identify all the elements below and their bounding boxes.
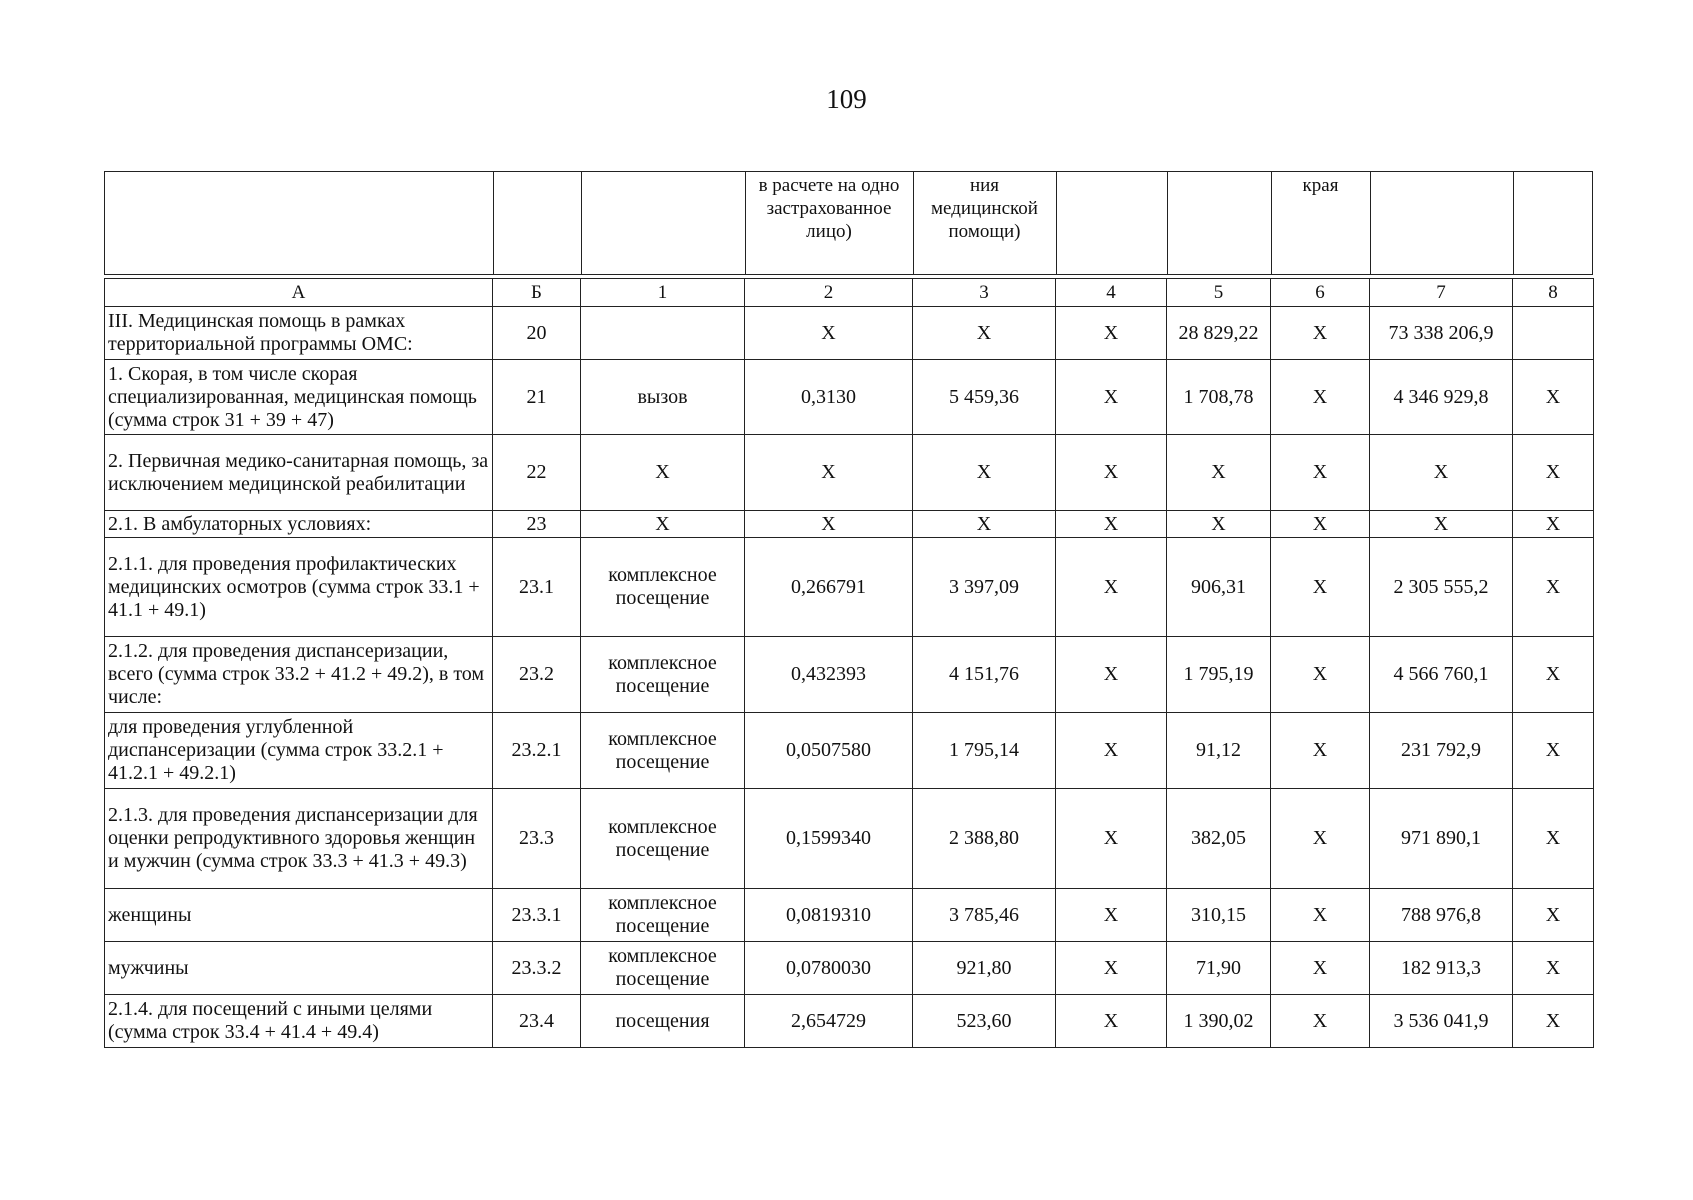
table-cell: 22 <box>493 435 581 511</box>
header-fragment-cell <box>1167 172 1271 274</box>
table-cell: Х <box>1513 789 1594 889</box>
row-name-cell: 2.1. В амбулаторных условиях: <box>105 511 493 538</box>
table-cell: 23.3.1 <box>493 889 581 942</box>
table-cell: Х <box>745 307 913 360</box>
table-cell: вызов <box>581 360 745 435</box>
table-cell: 23.1 <box>493 538 581 637</box>
table-cell: 0,0507580 <box>745 713 913 789</box>
column-number-cell: А <box>105 279 493 307</box>
table-row <box>105 435 1594 511</box>
table-cell: 182 913,3 <box>1370 942 1513 995</box>
table-cell: 1 708,78 <box>1167 360 1271 435</box>
table-cell: 3 536 041,9 <box>1370 995 1513 1048</box>
table-cell <box>581 307 745 360</box>
column-number-cell: 7 <box>1370 279 1513 307</box>
table-cell: Х <box>1056 435 1167 511</box>
table-row <box>105 713 1594 789</box>
table-cell: Х <box>1056 511 1167 538</box>
table-cell: Х <box>1167 435 1271 511</box>
table-cell: 921,80 <box>913 942 1056 995</box>
table-cell: Х <box>1056 713 1167 789</box>
table-cell: Х <box>1056 538 1167 637</box>
table-cell: Х <box>913 307 1056 360</box>
table-cell: Х <box>745 435 913 511</box>
table-row <box>105 637 1594 713</box>
table-cell: Х <box>1513 435 1594 511</box>
table-cell: 28 829,22 <box>1167 307 1271 360</box>
column-number-cell: 4 <box>1056 279 1167 307</box>
table-cell: 0,3130 <box>745 360 913 435</box>
table-cell: 971 890,1 <box>1370 789 1513 889</box>
table-cell: Х <box>1513 713 1594 789</box>
table-cell: 4 566 760,1 <box>1370 637 1513 713</box>
table-cell: Х <box>1271 713 1370 789</box>
table-cell: комплексное посещение <box>581 789 745 889</box>
row-name-cell: 2.1.3. для проведения диспансеризации для оценки репродуктивного здоровья женщин и мужчин (сумма строк 33.3 + 41.3 + 49.3) <box>105 789 493 889</box>
table-cell: Х <box>1056 360 1167 435</box>
table-cell <box>1513 307 1594 360</box>
table-cell: комплексное посещение <box>581 713 745 789</box>
table-cell: 3 785,46 <box>913 889 1056 942</box>
page-number: 109 <box>826 84 867 114</box>
row-name-cell: III. Медицинская помощь в рамках территориальной программы ОМС: <box>105 307 493 360</box>
table-cell: Х <box>913 511 1056 538</box>
table-cell: 23.2.1 <box>493 713 581 789</box>
table-cell: 5 459,36 <box>913 360 1056 435</box>
table-cell: Х <box>1056 637 1167 713</box>
table-cell: Х <box>1513 942 1594 995</box>
table-cell: Х <box>1271 360 1370 435</box>
table-cell: 23 <box>493 511 581 538</box>
column-number-row <box>105 279 1594 307</box>
table-cell: 0,0780030 <box>745 942 913 995</box>
column-number-cell: 1 <box>581 279 745 307</box>
table-cell: Х <box>745 511 913 538</box>
table-cell: Х <box>1513 511 1594 538</box>
table-cell: Х <box>1271 995 1370 1048</box>
header-fragment-cell: в расчете на одно застрахованное лицо) <box>745 172 913 274</box>
header-fragment-cell <box>1370 172 1513 274</box>
table-cell: Х <box>581 435 745 511</box>
table-cell: Х <box>1513 360 1594 435</box>
header-fragment-cell <box>581 172 745 274</box>
table-cell: Х <box>1370 511 1513 538</box>
table-cell: 0,432393 <box>745 637 913 713</box>
table-cell: 788 976,8 <box>1370 889 1513 942</box>
column-number-cell: 5 <box>1167 279 1271 307</box>
table-cell: комплексное посещение <box>581 889 745 942</box>
table-cell: Х <box>1513 538 1594 637</box>
row-name-cell: 2.1.2. для проведения диспансеризации, всего (сумма строк 33.2 + 41.2 + 49.2), в том числе: <box>105 637 493 713</box>
header-fragment-cell <box>1513 172 1594 274</box>
header-fragment-cell: ния медицинской помощи) <box>913 172 1056 274</box>
table-cell: Х <box>1513 889 1594 942</box>
row-name-cell: 1. Скорая, в том числе скорая специализированная, медицинская помощь (сумма строк 31 + 39 + 47) <box>105 360 493 435</box>
data-table <box>104 278 1594 1048</box>
table-cell: Х <box>1056 307 1167 360</box>
table-cell: Х <box>1271 435 1370 511</box>
table-cell: 310,15 <box>1167 889 1271 942</box>
table-cell: 382,05 <box>1167 789 1271 889</box>
table-cell: 2 305 555,2 <box>1370 538 1513 637</box>
table-cell: Х <box>1513 995 1594 1048</box>
column-number-cell: 2 <box>745 279 913 307</box>
row-name-cell: мужчины <box>105 942 493 995</box>
table-cell: 906,31 <box>1167 538 1271 637</box>
row-name-cell: женщины <box>105 889 493 942</box>
table-cell: 4 346 929,8 <box>1370 360 1513 435</box>
table-cell: 71,90 <box>1167 942 1271 995</box>
table-cell: 1 390,02 <box>1167 995 1271 1048</box>
table-cell: Х <box>1056 889 1167 942</box>
header-fragment-cell <box>105 172 493 274</box>
table-cell: Х <box>1056 942 1167 995</box>
table-cell: комплексное посещение <box>581 637 745 713</box>
header-fragment-cell <box>1056 172 1167 274</box>
table-row <box>105 360 1594 435</box>
table-cell: Х <box>1271 511 1370 538</box>
column-number-cell: Б <box>493 279 581 307</box>
table-cell: 1 795,19 <box>1167 637 1271 713</box>
table-cell: Х <box>1271 889 1370 942</box>
table-cell: 2,654729 <box>745 995 913 1048</box>
table-cell: комплексное посещение <box>581 942 745 995</box>
table-cell: 231 792,9 <box>1370 713 1513 789</box>
column-number-cell: 8 <box>1513 279 1594 307</box>
header-fragment-cell <box>493 172 581 274</box>
table-cell: 73 338 206,9 <box>1370 307 1513 360</box>
table-cell: Х <box>1513 637 1594 713</box>
table-cell: Х <box>1271 307 1370 360</box>
table-row <box>105 511 1594 538</box>
table-cell: 2 388,80 <box>913 789 1056 889</box>
column-number-cell: 6 <box>1271 279 1370 307</box>
table-cell: 4 151,76 <box>913 637 1056 713</box>
table-row <box>105 307 1594 360</box>
table-cell: Х <box>1167 511 1271 538</box>
table-row <box>105 995 1594 1048</box>
table-cell: Х <box>1271 538 1370 637</box>
table-row <box>105 538 1594 637</box>
table-cell: 91,12 <box>1167 713 1271 789</box>
table-cell: Х <box>1370 435 1513 511</box>
table-cell: Х <box>1271 637 1370 713</box>
row-name-cell: 2.1.1. для проведения профилактических медицинских осмотров (сумма строк 33.1 + 41.1 + 49.1) <box>105 538 493 637</box>
table-cell: 0,266791 <box>745 538 913 637</box>
table-cell: 0,0819310 <box>745 889 913 942</box>
table-row <box>105 942 1594 995</box>
column-number-cell: 3 <box>913 279 1056 307</box>
header-fragment-cell: края <box>1271 172 1370 274</box>
table-cell: Х <box>913 435 1056 511</box>
table-cell: Х <box>1056 789 1167 889</box>
table-cell: Х <box>1271 789 1370 889</box>
table-cell: 1 795,14 <box>913 713 1056 789</box>
table-cell: 523,60 <box>913 995 1056 1048</box>
table-cell: Х <box>581 511 745 538</box>
table-cell: 23.4 <box>493 995 581 1048</box>
table-cell: 23.3 <box>493 789 581 889</box>
table-cell: 3 397,09 <box>913 538 1056 637</box>
table-cell: Х <box>1271 942 1370 995</box>
table-cell: 23.3.2 <box>493 942 581 995</box>
table-cell: посещения <box>581 995 745 1048</box>
row-name-cell: 2.1.4. для посещений с иными целями (сумма строк 33.4 + 41.4 + 49.4) <box>105 995 493 1048</box>
table-row <box>105 889 1594 942</box>
row-name-cell: для проведения углубленной диспансеризации (сумма строк 33.2.1 + 41.2.1 + 49.2.1) <box>105 713 493 789</box>
table-row <box>105 789 1594 889</box>
table-cell: 21 <box>493 360 581 435</box>
table-cell: Х <box>1056 995 1167 1048</box>
table-cell: 0,1599340 <box>745 789 913 889</box>
row-name-cell: 2. Первичная медико-санитарная помощь, за исключением медицинской реабилитации <box>105 435 493 511</box>
table-cell: 20 <box>493 307 581 360</box>
table-cell: комплексное посещение <box>581 538 745 637</box>
table-cell: 23.2 <box>493 637 581 713</box>
table-header-fragment <box>104 171 1593 275</box>
